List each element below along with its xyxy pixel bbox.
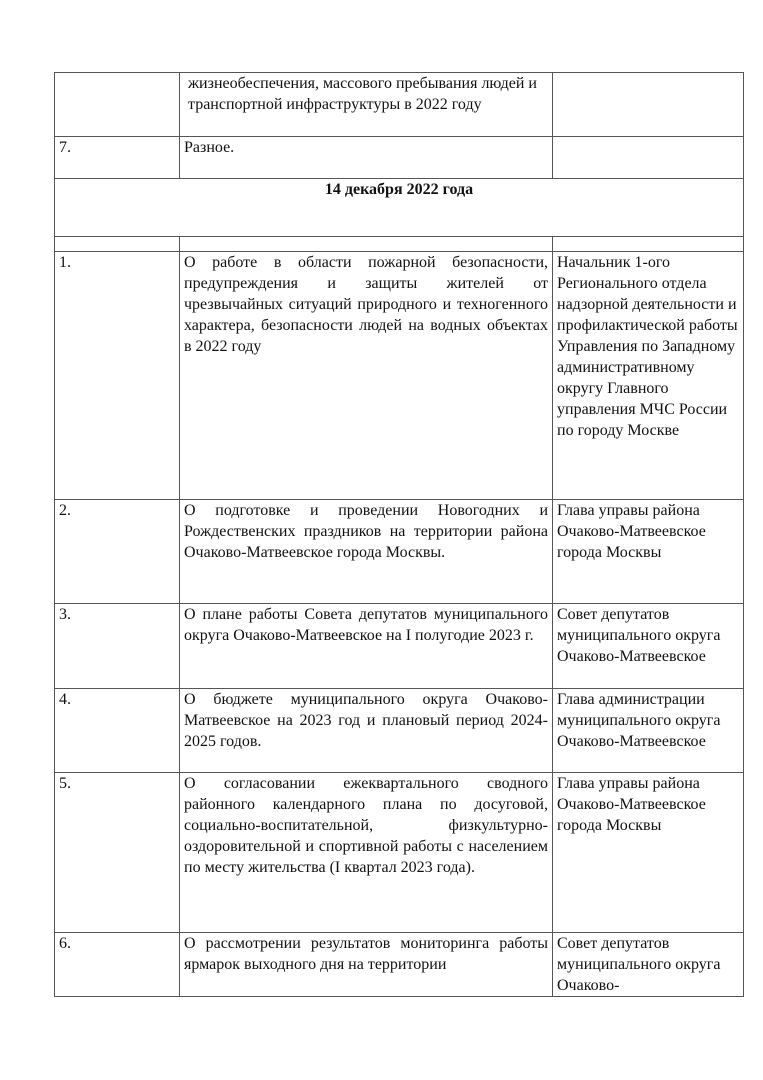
- number-cell: 5.: [55, 773, 180, 933]
- responsible-cell: Глава управы района Очаково-Матвеевское города Москвы: [553, 500, 744, 604]
- topic-cell: жизнеобеспечения, массового пребывания людей и транспортной инфраструктуры в 2022 году: [180, 73, 553, 137]
- topic-cell: О подготовке и проведении Новогодних и Рождественских праздников на территории района Очаково-Матвеевское города Москвы.: [180, 500, 553, 604]
- table-row: [55, 604, 744, 689]
- section-title: 14 декабря 2022 года: [55, 179, 744, 237]
- responsible-cell: [553, 73, 744, 137]
- topic-cell: О бюджете муниципального округа Очаково-Матвеевское на 2023 год и плановый период 2024-2025 годов.: [180, 689, 553, 773]
- number-cell: 4.: [55, 689, 180, 773]
- responsible-cell: [553, 137, 744, 179]
- responsible-cell: Совет депутатов муниципального округа Очаково-: [553, 933, 744, 997]
- responsible-cell: Глава администрации муниципального округа Очаково-Матвеевское: [553, 689, 744, 773]
- spacer-row: [55, 237, 744, 252]
- topic-cell: О работе в области пожарной безопасности, предупреждения и защиты жителей от чрезвычайных ситуаций природного и техногенного характера, безопасности людей на водных объектах в 2022 году: [180, 252, 553, 500]
- number-cell: 1.: [55, 252, 180, 500]
- table-row: [55, 933, 744, 997]
- topic-cell: О согласовании ежеквартального сводного районного календарного плана по досуговой, социально-воспитательной, физкультурно-оздоровительной и спортивной работы с населением по месту жительства (I квартал 2023 года).: [180, 773, 553, 933]
- number-cell: 2.: [55, 500, 180, 604]
- table-row: [55, 500, 744, 604]
- topic-cell: О рассмотрении результатов мониторинга работы ярмарок выходного дня на территории: [180, 933, 553, 997]
- topic-cell: Разное.: [180, 137, 553, 179]
- section-date-row: [55, 179, 744, 237]
- topic-cell: О плане работы Совета депутатов муниципального округа Очаково-Матвеевское на I полугодие 2023 г.: [180, 604, 553, 689]
- number-cell: 7.: [55, 137, 180, 179]
- number-cell: [55, 73, 180, 137]
- responsible-cell: Глава управы района Очаково-Матвеевское города Москвы: [553, 773, 744, 933]
- table-row: [55, 689, 744, 773]
- table-row: [55, 73, 744, 137]
- table-row: [55, 773, 744, 933]
- number-cell: 6.: [55, 933, 180, 997]
- table-row: [55, 137, 744, 179]
- responsible-cell: Совет депутатов муниципального округа Очаково-Матвеевское: [553, 604, 744, 689]
- agenda-table: [54, 72, 744, 997]
- number-cell: 3.: [55, 604, 180, 689]
- table-row: [55, 252, 744, 500]
- responsible-cell: Начальник 1-ого Регионального отдела надзорной деятельности и профилактической работы Управления по Западному административному округу Главного управления МЧС России по городу Москве: [553, 252, 744, 500]
